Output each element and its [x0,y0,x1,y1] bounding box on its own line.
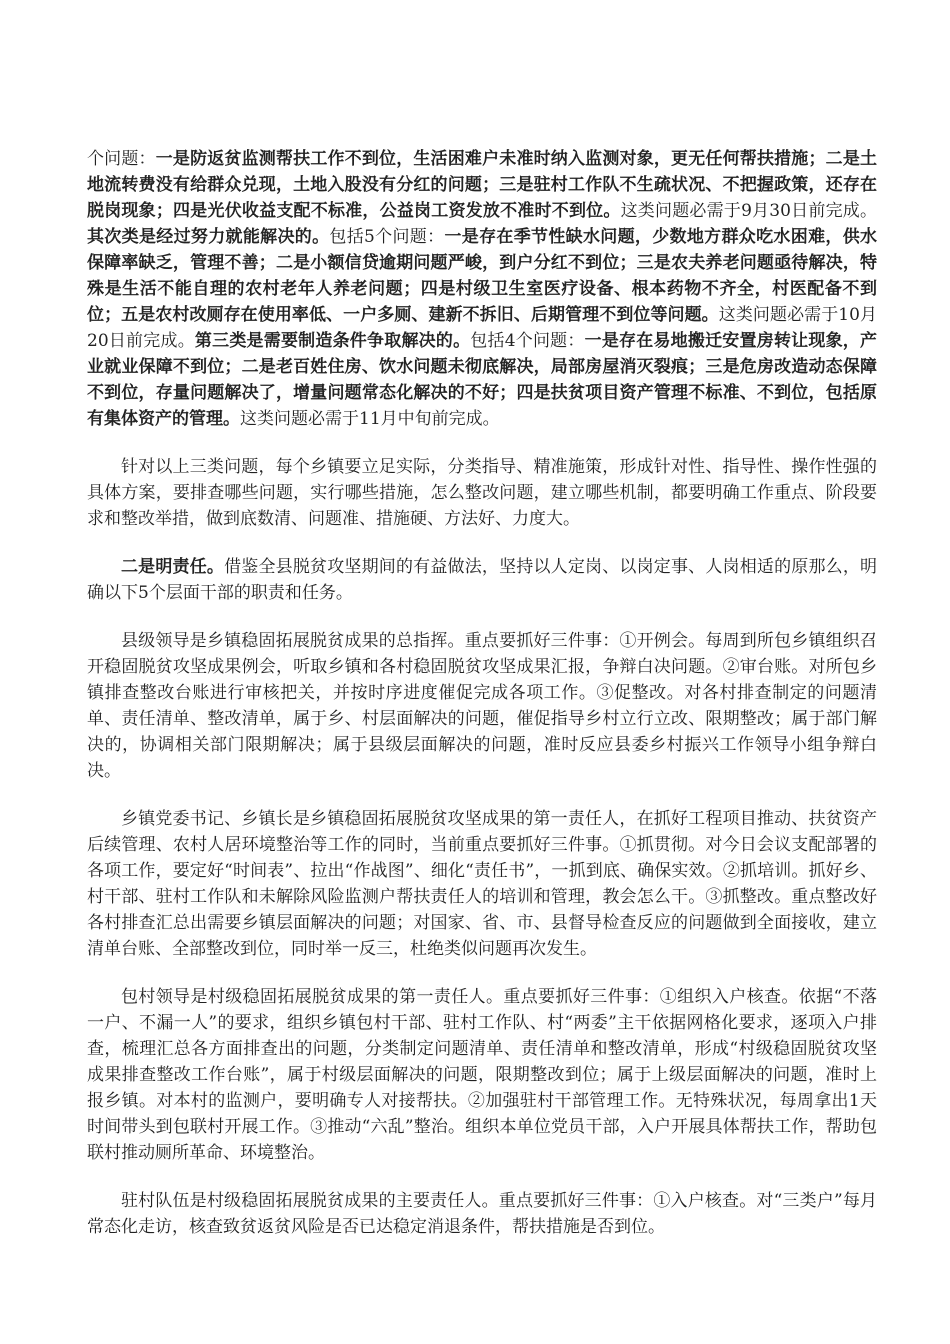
text-segment: 县级领导是乡镇稳固拓展脱贫成果的总指挥。重点要抓好三件事：①开例会。每周到所包乡镇组织召开稳固脱贫攻坚成果例会，听取乡镇和各村稳固脱贫攻坚成果汇报，争辩白决问题。②审台账。对所包乡镇排查整改台账进行审核把关，并按时序进度催促完成各项工作。③促整改。对各村排查制定的问题清单、责任清单、整改清单，属于乡、村层面解决的问题，催促指导乡村立行立改、限期整改；属于部门解决的，协调相关部门限期解决；属于县级层面解决的问题，准时反应县委乡村振兴工作领导小组争辩白决。 [87,631,877,781]
text-segment: 包村领导是村级稳固拓展脱贫成果的第一责任人。重点要抓好三件事：①组织入户核查。依据“不落一户、不漏一人”的要求，组织乡镇包村干部、驻村工作队、村“两委”主干依据网格化要求，逐项入户排查，梳理汇总各方面排查出的问题，分类制定问题清单、责任清单和整改清单，形成“村级稳固脱贫攻坚成果排查整改工作台账”，属于村级层面解决的问题，限期整改到位；属于上级层面解决的问题，准时上报乡镇。对本村的监测户，要明确专人对接帮扶。②加强驻村干部管理工作。无特殊状况，每周拿出1天时间带头到包联村开展工作。③推动“六乱”整治。组织本单位党员干部，入户开展具体帮扶工作，帮助包联村推动厕所革命、环境整治。 [87,987,877,1163]
paragraph-7 [87,1188,877,1240]
paragraph-4 [87,628,877,784]
text-segment: 乡镇党委书记、乡镇长是乡镇稳固拓展脱贫攻坚成果的第一责任人，在抓好工程项目推动、扶贫资产后续管理、农村人居环境整治等工作的同时，当前重点要抓好三件事。①抓贯彻。对今日会议支配部署的各项工作，要定好“时间表”、拉出“作战图”、细化“责任书”，一抓到底、确保实效。②抓培训。抓好乡、村干部、驻村工作队和未解除风险监测户帮扶责任人的培训和管理，教会怎么干。③抓整改。重点整改好各村排查汇总出需要乡镇层面解决的问题；对国家、省、市、县督导检查反应的问题做到全面接收，建立清单台账、全部整改到位，同时举一反三，杜绝类似问题再次发生。 [87,809,877,959]
text-segment: 针对以上三类问题，每个乡镇要立足实际，分类指导、精准施策，形成针对性、指导性、操作性强的具体方案，要排查哪些问题，实行哪些措施，怎么整改问题，建立哪些机制，都要明确工作重点、阶段要求和整改举措，做到底数清、问题准、措施硬、方法好、力度大。 [87,457,877,529]
paragraph-6 [87,984,877,1166]
text-segment: 借鉴全县脱贫攻坚期间的有益做法，坚持以人定岗、以岗定事、人岗相适的原那么，明确以下5个层面干部的职责和任务。 [87,557,878,603]
text-segment: 这类问题必需于11月中旬前完成。 [240,409,500,429]
document-page [87,146,877,1262]
text-segment: 驻村队伍是村级稳固拓展脱贫成果的主要责任人。重点要抓好三件事：①入户核查。对“三类户”每月常态化走访，核查致贫返贫风险是否已达稳定消退条件，帮扶措施是否到位。 [87,1191,877,1237]
text-segment: 这类问题必需于10月20日前完成。 [87,305,877,351]
text-segment: 这类问题必需于9月30日前完成。 [620,201,877,221]
section-heading: 二是明责任。 [121,557,225,577]
text-segment-bold: 第三类是需要制造条件争取解决的。 [194,331,471,351]
paragraph-5 [87,806,877,962]
paragraph-1 [87,146,877,432]
text-segment: 包括4个问题： [470,331,585,351]
text-segment-bold: 一是存在季节性缺水问题，少数地方群众吃水困难，供水保障率缺乏，管理不善；二是小额信贷逾期问题严峻，到户分红不到位；三是农夫养老问题亟待解决，特殊是生活不能自理的农村老年人养老问题；四是村级卫生室医疗设备、根本药物不齐全，村医配备不到位；五是农村改厕存在使用率低、一户多厕、建新不拆旧、后期管理不到位等问题。 [87,227,878,325]
text-segment: 个问题： [87,149,156,169]
text-segment-bold: 一是防返贫监测帮扶工作不到位，生活困难户未准时纳入监测对象，更无任何帮扶措施；二是土地流转费没有给群众兑现，土地入股没有分红的问题；三是驻村工作队不生疏状况、不把握政策，还存在脱岗现象；四是光伏收益支配不标准，公益岗工资发放不准时不到位。 [87,149,878,221]
paragraph-3 [87,554,877,606]
paragraph-2 [87,454,877,532]
text-segment-bold: 其次类是经过努力就能解决的。 [87,227,330,247]
text-segment-bold: 一是存在易地搬迁安置房转让现象，产业就业保障不到位；二是老百姓住房、饮水问题未彻底解决，局部房屋消灭裂痕；三是危房改造动态保障不到位，存量问题解决了，增量问题常态化解决的不好；四是扶贫项目资产管理不标准、不到位，包括原有集体资产的管理。 [87,331,877,429]
text-segment: 包括5个问题： [329,227,445,247]
